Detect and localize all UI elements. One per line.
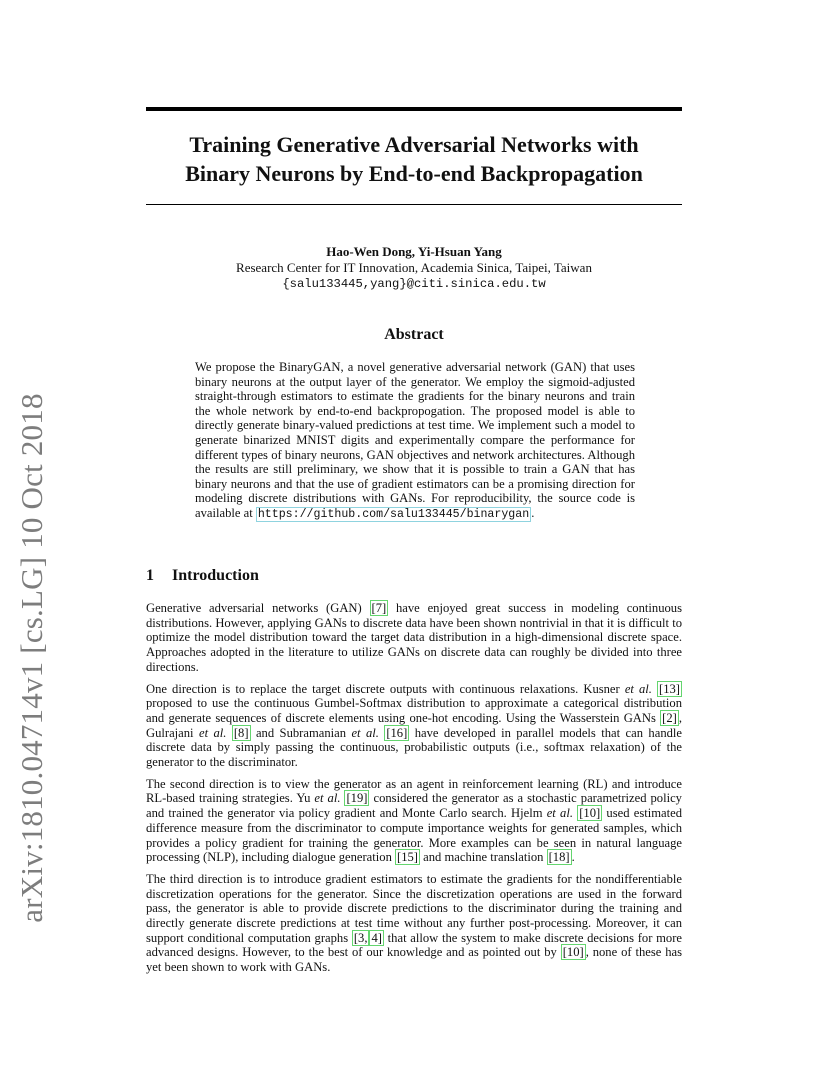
citation-link[interactable]: [3, [353, 930, 368, 945]
abstract-body-text: We propose the BinaryGAN, a novel generative adversarial network (GAN) that uses binary neurons at the output layer of the generator. We employ the sigmoid-adjusted straight-through estimators to estimate the gradients for the binary neurons and train the whole network by end-to-end backpropogation. The proposed model is able to directly generate binary-valued predictions at test time. We implement such a model to generate binarized MNIST digits and experimentally compare the performance for different types of binary neurons, GAN objectives and network architectures. Although the results are still preliminary, we show that it is possible to train a GAN that has binary neurons and that the use of gradient estimators can be a promising direction for modeling discrete distributions with GANs. For reproducibility, the source code is available at [195, 360, 635, 520]
et-al: et al. [198, 725, 227, 740]
citation-link[interactable]: [13] [659, 681, 680, 696]
section-number: 1 [146, 567, 154, 584]
text-run: Generative adversarial networks (GAN) [146, 601, 370, 615]
paragraph-2 [146, 682, 682, 770]
citation-link[interactable]: [18] [548, 850, 570, 865]
citation-link[interactable]: [2] [662, 710, 677, 725]
text-run: and machine translation [420, 850, 547, 865]
arxiv-identifier-text: arXiv:1810.04714v1 [cs.LG] 10 Oct 2018 [14, 393, 49, 923]
citation-link[interactable]: [19] [346, 791, 368, 806]
arxiv-identifier-stamp [10, 320, 50, 1000]
paragraph-4 [146, 872, 682, 975]
title-top-rule [146, 107, 682, 111]
author-email: {salu133445,yang}@citi.sinica.edu.tw [282, 277, 546, 291]
paragraph-1 [146, 601, 682, 675]
text-run: that allow the system to make discrete decisions for more advanced designs. However, to the best of our knowledge and as pointed out by [146, 930, 682, 960]
section-heading-introduction [146, 567, 259, 585]
text-run: , Gulrajani [146, 710, 682, 740]
author-names: Hao-Wen Dong, Yi-Hsuan Yang [326, 244, 502, 259]
section-title: Introduction [172, 567, 259, 584]
introduction-body [146, 601, 682, 982]
abstract-text [195, 360, 635, 523]
citation-link[interactable]: 4] [371, 930, 382, 945]
paper-title [146, 130, 682, 188]
abstract-heading: Abstract [384, 326, 444, 343]
paragraph-3 [146, 777, 682, 865]
abstract-end: . [531, 505, 535, 520]
citation-link[interactable]: [10] [579, 806, 601, 821]
text-run: The second direction is to view the generator as an agent in reinforcement learning (RL) and introduce RL-based training strategies. Yu [146, 776, 682, 806]
author-affiliation: Research Center for IT Innovation, Academia Sinica, Taipei, Taiwan [236, 260, 592, 275]
citation-link[interactable]: [15] [397, 850, 418, 865]
text-run: and Subramanian [250, 725, 352, 740]
et-al: et al. [314, 791, 341, 806]
text-run: One direction is to replace the target discrete outputs with continuous relaxations. Kusner [146, 681, 625, 696]
citation-link[interactable]: [16] [386, 725, 408, 740]
title-bottom-rule [146, 204, 682, 205]
author-block [146, 244, 682, 292]
et-al: et al. [351, 725, 379, 740]
et-al: et al. [546, 806, 573, 821]
text-run: have developed in parallel models that can handle discrete data by simply passing the continuous, probabilistic outputs (i.e., softmax relaxation) of the generator to the discriminator. [146, 725, 683, 770]
et-al: et al. [624, 681, 652, 696]
text-run: considered the generator as a stochastic parametrized policy and trained the generator via policy gradient and Monte Carlo search. Hjelm [146, 791, 682, 821]
text-run: . [571, 850, 575, 865]
source-code-link[interactable]: https://github.com/salu133445/binarygan [257, 507, 530, 521]
text-run: The third direction is to introduce gradient estimators to estimate the gradients for the nondifferentiable discretization operations for the generator. Since the discretization operations are used in the forward pass, the generator is able to provide discrete predictions to the discriminator during the training and directly generate discrete predictions at test time without any further post-processing. Moreover, it can support conditional computation graphs [146, 871, 682, 945]
text-run: , none of these has yet been shown to work with GANs. [146, 945, 682, 975]
text-run: proposed to use the continuous Gumbel-Softmax distribution to approximate a categorical distribution and generate sequences of discrete elements using one-hot encoding. Using the Wasserstein GANs [146, 696, 682, 725]
text-run: have enjoyed great success in modeling continuous distributions. However, applying GANs to discrete data have been shown nontrivial in that it is difficult to optimize the model distribution toward the target data distribution in a high-dimensional discrete space. Approaches adopted in the literature to utilize GANs on discrete data can roughly be divided into three directions. [146, 601, 682, 674]
citation-link[interactable]: [8] [233, 725, 249, 740]
title-line-1: Training Generative Adversarial Networks with [189, 132, 639, 157]
title-line-2: Binary Neurons by End-to-end Backpropagation [185, 161, 643, 186]
text-run: used estimated difference measure from the discriminator to compute importance weights for generated samples, which provides a policy gradient for training the generator. More examples can be seen in natural language processing (NLP), including dialogue generation [146, 806, 682, 865]
citation-link[interactable]: [10] [562, 945, 584, 960]
citation-link[interactable]: [7] [371, 601, 387, 615]
